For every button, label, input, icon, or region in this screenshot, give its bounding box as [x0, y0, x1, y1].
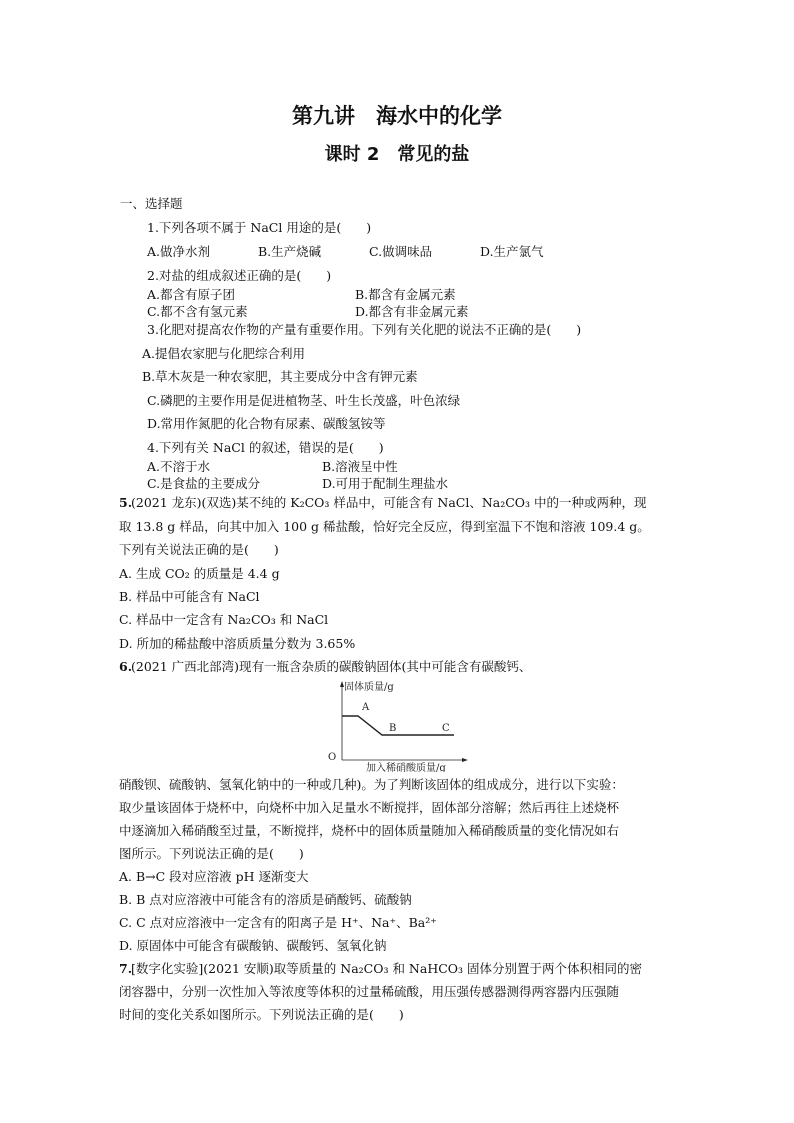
q3-option-a: A.提倡农家肥与化肥综合利用 — [142, 346, 306, 361]
solid-mass-graph — [326, 676, 476, 772]
q3-stem: 3.化肥对提高农作物的产量有重要作用。下列有关化肥的说法不正确的是( ) — [147, 322, 582, 337]
x-axis-label: 加入稀硝酸质量/g — [366, 763, 446, 772]
q7-line1: [数字化实验](2021 安顺)取等质量的 Na₂CO₃ 和 NaHCO₃ 固体分别置于两个体积相同的密 — [131, 961, 643, 976]
q1-stem: 1.下列各项不属于 NaCl 用途的是( ) — [147, 220, 372, 235]
q4-option-a: A.不溶于水 — [147, 459, 211, 474]
q1-option-c: C.做调味品 — [369, 244, 433, 259]
q4-option-c: C.是食盐的主要成分 — [147, 476, 261, 491]
q4-option-b: B.溶液呈中性 — [322, 459, 398, 474]
q2-option-c: C.都不含有氢元素 — [147, 304, 248, 319]
q6-option-a: A. B→C 段对应溶液 pH 逐渐变大 — [119, 869, 309, 884]
point-b-label: B — [389, 723, 397, 734]
x-axis-arrow — [462, 758, 468, 762]
q5-option-a: A. 生成 CO₂ 的质量是 4.4 g — [119, 566, 280, 581]
q6-line5: 图所示。下列说法正确的是( ) — [119, 846, 304, 861]
q3-option-d: D.常用作氮肥的化合物有尿素、碳酸氢铵等 — [147, 416, 386, 431]
q6-option-c: C. C 点对应溶液中一定含有的阳离子是 H⁺、Na⁺、Ba²⁺ — [119, 915, 437, 930]
q2-option-b: B.都含有金属元素 — [355, 287, 456, 302]
page-subtitle: 课时 2 常见的盐 — [324, 144, 470, 165]
q3-option-b: B.草木灰是一种农家肥，其主要成分中含有钾元素 — [142, 369, 418, 384]
q2-option-a: A.都含有原子团 — [147, 287, 236, 302]
y-axis-label: 固体质量/g — [344, 682, 394, 693]
origin-label: O — [328, 752, 337, 763]
q6-option-d: D. 原固体中可能含有碳酸钠、碳酸钙、氢氧化钠 — [119, 938, 387, 953]
q7-line2: 闭容器中，分别一次性加入等浓度等体积的过量稀硫酸，用压强传感器测得两容器内压强随 — [119, 984, 620, 999]
q5-option-c: C. 样品中一定含有 Na₂CO₃ 和 NaCl — [119, 612, 329, 627]
q6-line4: 中逐滴加入稀硝酸至过量，不断搅拌，烧杯中的固体质量随加入稀硝酸质量的变化情况如右 — [119, 823, 620, 838]
section-heading: 一、选择题 — [120, 196, 183, 211]
q7-number: 7. — [119, 961, 133, 976]
q7-line3: 时间的变化关系如图所示。下列说法正确的是( ) — [119, 1007, 404, 1022]
q1-option-b: B.生产烧碱 — [258, 244, 322, 259]
q4-stem: 4.下列有关 NaCl 的叙述，错误的是( ) — [147, 440, 384, 455]
q5-line1: (2021 龙东)(双选)某不纯的 K₂CO₃ 样品中，可能含有 NaCl、Na₂CO₃ 中的一种或两种，现 — [131, 495, 647, 510]
q2-stem: 2.对盐的组成叙述正确的是( ) — [147, 268, 332, 283]
q2-option-d: D.都含有非金属元素 — [355, 304, 469, 319]
q1-option-d: D.生产氯气 — [480, 244, 544, 259]
q1-option-a: A.做净水剂 — [147, 244, 211, 259]
q5-line3: 下列有关说法正确的是( ) — [119, 542, 279, 557]
q6-number: 6. — [119, 659, 133, 674]
q4-option-d: D.可用于配制生理盐水 — [322, 476, 449, 491]
q5-option-b: B. 样品中可能含有 NaCl — [119, 589, 260, 604]
q6-option-b: B. B 点对应溶液中可能含有的溶质是硝酸钙、硫酸钠 — [119, 892, 412, 907]
q5-line2: 取 13.8 g 样品，向其中加入 100 g 稀盐酸，恰好完全反应，得到室温下不饱和溶液 109.4 g。 — [119, 519, 650, 534]
q5-number: 5. — [119, 495, 133, 510]
q6-line1: (2021 广西北部湾)现有一瓶含杂质的碳酸钠固体(其中可能含有碳酸钙、 — [131, 659, 532, 674]
q5-option-d: D. 所加的稀盐酸中溶质质量分数为 3.65% — [119, 636, 356, 651]
page-title: 第九讲 海水中的化学 — [292, 104, 502, 128]
q6-line2: 硝酸钡、硫酸钠、氢氧化钠中的一种或几种)。为了判断该固体的组成成分，进行以下实验： — [119, 777, 624, 792]
graph-svg — [326, 676, 476, 772]
point-a-label: A — [362, 702, 370, 713]
point-c-label: C — [442, 723, 450, 734]
q3-option-c: C.磷肥的主要作用是促进植物茎、叶生长茂盛，叶色浓绿 — [147, 393, 461, 408]
q6-line3: 取少量该固体于烧杯中，向烧杯中加入足量水不断搅拌，固体部分溶解；然后再往上述烧杯 — [119, 800, 620, 815]
mass-curve — [342, 716, 454, 735]
